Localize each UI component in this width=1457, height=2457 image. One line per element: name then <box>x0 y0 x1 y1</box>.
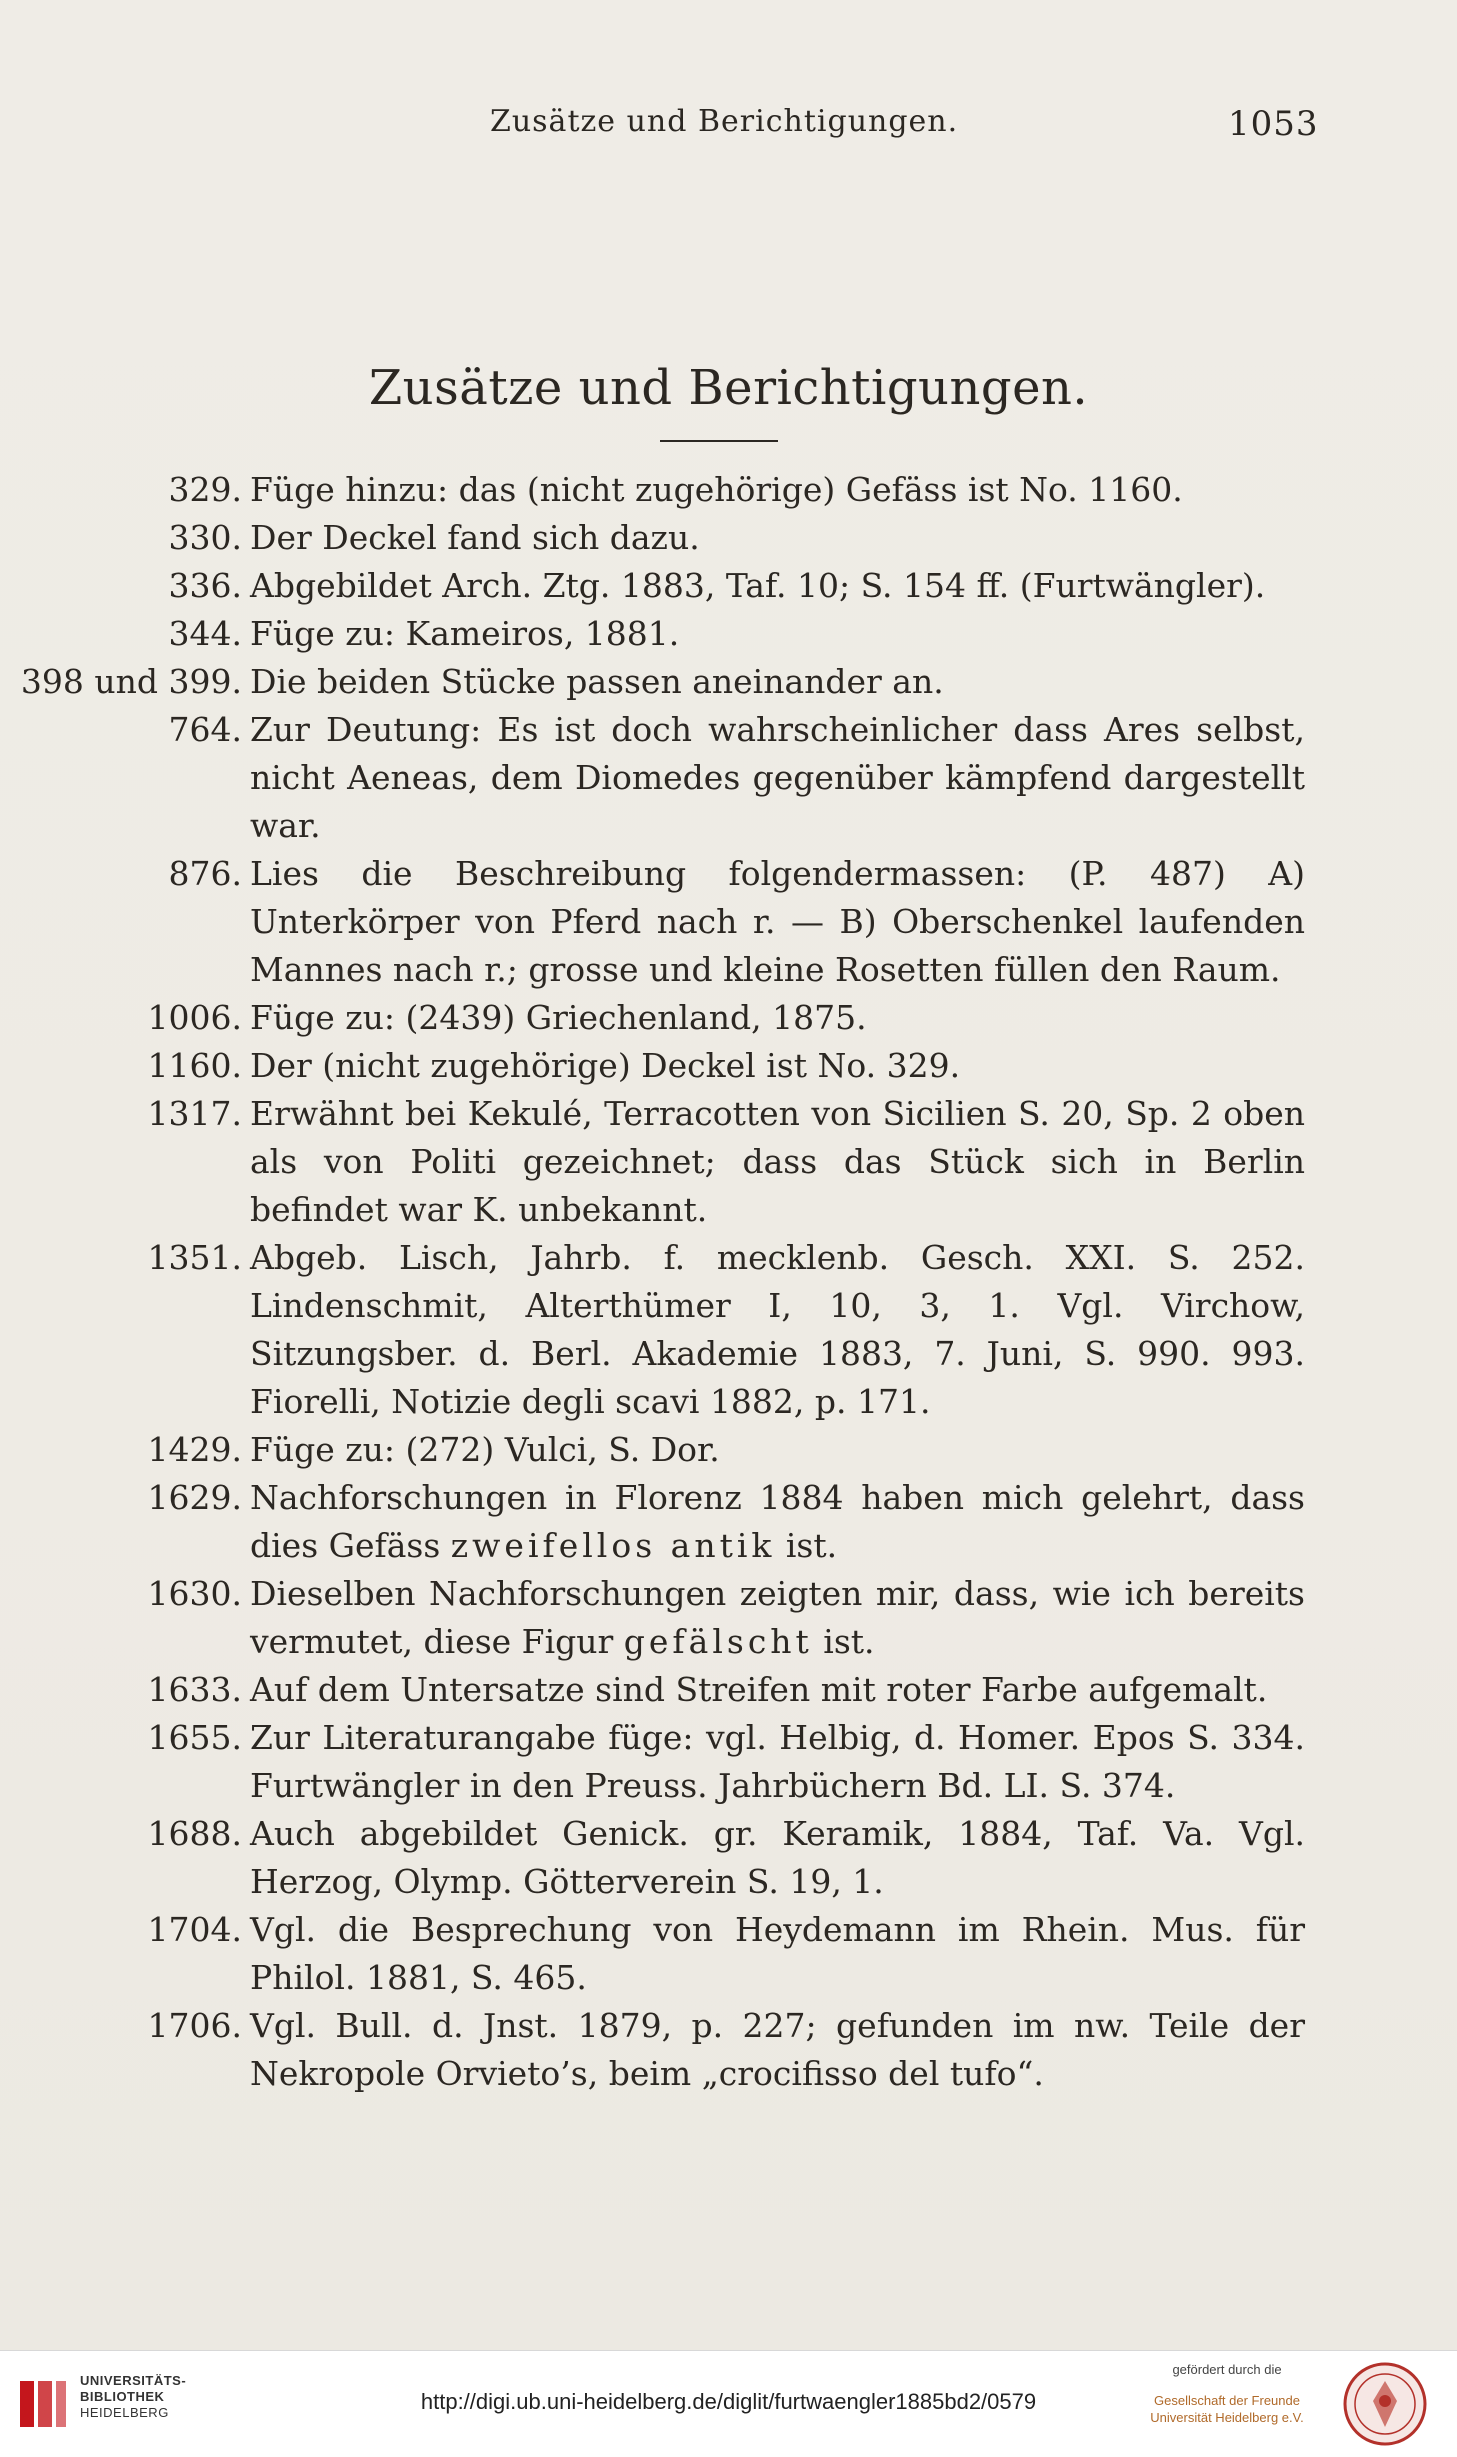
entry-text-line: Der Deckel fand sich dazu. <box>250 518 700 557</box>
entry-item <box>0 2002 1457 2098</box>
library-name-line: HEIDELBERG <box>80 2405 169 2420</box>
entry-text <box>250 850 1305 994</box>
emphasized-text: gefälscht <box>623 1622 813 1661</box>
entry-text-line: Auch abgebildet Genick. gr. Keramik, 1884, Taf. Va. Vgl. Herzog, Olymp. Götterverein S. 19, 1. <box>250 1814 1305 1901</box>
entry-item <box>0 514 1457 562</box>
entry-item <box>0 1234 1457 1426</box>
entry-text <box>250 1714 1305 1810</box>
entry-text-line: Füge hinzu: das (nicht zugehörige) Gefäss ist No. 1160. <box>250 470 1183 509</box>
entry-text <box>250 610 1305 658</box>
entry-text <box>250 514 1305 562</box>
entry-number: 398 und 399. <box>20 662 242 701</box>
entry-text-line: Lies die Beschreibung folgendermassen: (P. 487) A) Unterkörper von Pferd nach r. — B) Oberschenkel laufenden Mannes nach r.; grosse und kleine Rosetten füllen den Raum. <box>250 854 1305 989</box>
running-title: Zusätze und Berichtigungen. <box>490 104 959 139</box>
entry-text-line: Die beiden Stücke passen aneinander an. <box>250 662 944 701</box>
entry-item <box>0 1570 1457 1666</box>
permalink-link[interactable]: http://digi.ub.uni-heidelberg.de/diglit/furtwaengler1885bd2/0579 <box>420 2389 1037 2414</box>
entry-item <box>0 658 1457 706</box>
entry-text-line: Vgl. Bull. d. Jnst. 1879, p. 227; gefunden im nw. Teile der Nekropole Orvieto’s, beim „crocifisso del tufo“. <box>250 2006 1305 2093</box>
entry-text <box>250 2002 1305 2098</box>
entry-number: 764. <box>168 710 242 749</box>
entry-text-line: Abgeb. Lisch, Jahrb. f. mecklenb. Gesch. XXI. S. 252. Lindenschmit, Alterthümer I, 10, 3, 1. Vgl. Virchow, Sitzungsber. d. Berl. Akademie 1883, 7. Juni, S. 990. 993. Fiorelli, Notizie degli scavi 1882, p. 171. <box>250 1238 1305 1421</box>
entry-text-part: ist. <box>812 1622 875 1661</box>
entry-number: 1629. <box>147 1478 242 1517</box>
entry-text-line: Erwähnt bei Kekulé, Terracotten von Sicilien S. 20, Sp. 2 oben als von Politi gezeichnet; dass das Stück sich in Berlin befindet war K. unbekannt. <box>250 1094 1305 1229</box>
library-name-line: UNIVERSITÄTS- <box>80 2373 187 2388</box>
entry-item <box>0 994 1457 1042</box>
entry-number: 1704. <box>147 1910 242 1949</box>
entry-item <box>0 706 1457 850</box>
entry-text-line: Auf dem Untersatze sind Streifen mit roter Farbe aufgemalt. <box>250 1670 1268 1709</box>
entry-item <box>0 1714 1457 1810</box>
entry-text <box>250 1426 1305 1474</box>
entry-text-line: Abgebildet Arch. Ztg. 1883, Taf. 10; S. 154 ff. (Furtwängler). <box>250 566 1266 605</box>
entry-text-line: Füge zu: (2439) Griechenland, 1875. <box>250 998 867 1037</box>
entry-item <box>0 1474 1457 1570</box>
entry-item <box>0 562 1457 610</box>
entry-text-line: Zur Deutung: Es ist doch wahrscheinlicher dass Ares selbst, nicht Aeneas, dem Diomedes gegenüber kämpfend dargestellt war. <box>250 710 1305 845</box>
entry-item <box>0 466 1457 514</box>
entry-number: 876. <box>168 854 242 893</box>
entry-item <box>0 610 1457 658</box>
entry-text <box>250 562 1305 610</box>
entry-text-part: ist. <box>775 1526 838 1565</box>
entry-item <box>0 1426 1457 1474</box>
entry-number: 1006. <box>147 998 242 1037</box>
entry-number: 1351. <box>147 1238 242 1277</box>
entry-number: 330. <box>168 518 242 557</box>
entry-text <box>250 1234 1305 1426</box>
footer-bar <box>0 2350 1457 2457</box>
entry-text <box>250 1474 1305 1570</box>
sponsor-note <box>1132 2361 1322 2426</box>
entry-item <box>0 1906 1457 2002</box>
entry-number: 329. <box>168 470 242 509</box>
entry-text-line: Der (nicht zugehörige) Deckel ist No. 329. <box>250 1046 961 1085</box>
entry-text <box>250 1042 1305 1090</box>
entry-text <box>250 1090 1305 1234</box>
entry-text-part: Dieselben Nachforschungen zeigten mir, dass, wie ich bereits vermutet, diese Figur <box>250 1574 1305 1661</box>
entry-item <box>0 1666 1457 1714</box>
entry-list <box>0 466 1457 2098</box>
entry-text <box>250 994 1305 1042</box>
entry-text <box>250 1570 1305 1666</box>
entry-text-part: Nachforschungen in Florenz 1884 haben mich gelehrt, dass dies Gefäss <box>250 1478 1305 1565</box>
entry-item <box>0 1090 1457 1234</box>
entry-text <box>250 1906 1305 2002</box>
sponsor-intro: gefördert durch die <box>1172 2362 1282 2377</box>
university-seal-icon <box>1342 2361 1428 2447</box>
entry-text-line: Füge zu: (272) Vulci, S. Dor. <box>250 1430 720 1469</box>
entry-text-line: Füge zu: Kameiros, 1881. <box>250 614 680 653</box>
entry-number: 344. <box>168 614 242 653</box>
entry-number: 1633. <box>147 1670 242 1709</box>
entry-text <box>250 466 1305 514</box>
entry-text-line: Zur Literaturangabe füge: vgl. Helbig, d. Homer. Epos S. 334. Furtwängler in den Preuss. Jahrbüchern Bd. LI. S. 374. <box>250 1718 1305 1805</box>
sponsor-name: Universität Heidelberg e.V. <box>1150 2410 1304 2425</box>
page-number: 1053 <box>1228 104 1319 144</box>
emphasized-text: zweifellos antik <box>450 1526 776 1565</box>
entry-item <box>0 1042 1457 1090</box>
entry-number: 336. <box>168 566 242 605</box>
entry-text <box>250 658 1305 706</box>
entry-text <box>250 1666 1305 1714</box>
entry-number: 1317. <box>147 1094 242 1133</box>
entry-number: 1688. <box>147 1814 242 1853</box>
entry-number: 1655. <box>147 1718 242 1757</box>
entry-item <box>0 1810 1457 1906</box>
sponsor-name: Gesellschaft der Freunde <box>1154 2393 1300 2408</box>
entry-text-line: Vgl. die Besprechung von Heydemann im Rhein. Mus. für Philol. 1881, S. 465. <box>250 1910 1305 1997</box>
entry-item <box>0 850 1457 994</box>
entry-number: 1160. <box>147 1046 242 1085</box>
entry-text <box>250 706 1305 850</box>
entry-number: 1706. <box>147 2006 242 2045</box>
page-title: Zusätze und Berichtigungen. <box>368 360 1089 416</box>
entry-text <box>250 1810 1305 1906</box>
library-name-line: BIBLIOTHEK <box>80 2389 165 2404</box>
title-divider <box>660 440 778 442</box>
entry-number: 1429. <box>147 1430 242 1469</box>
entry-number: 1630. <box>147 1574 242 1613</box>
